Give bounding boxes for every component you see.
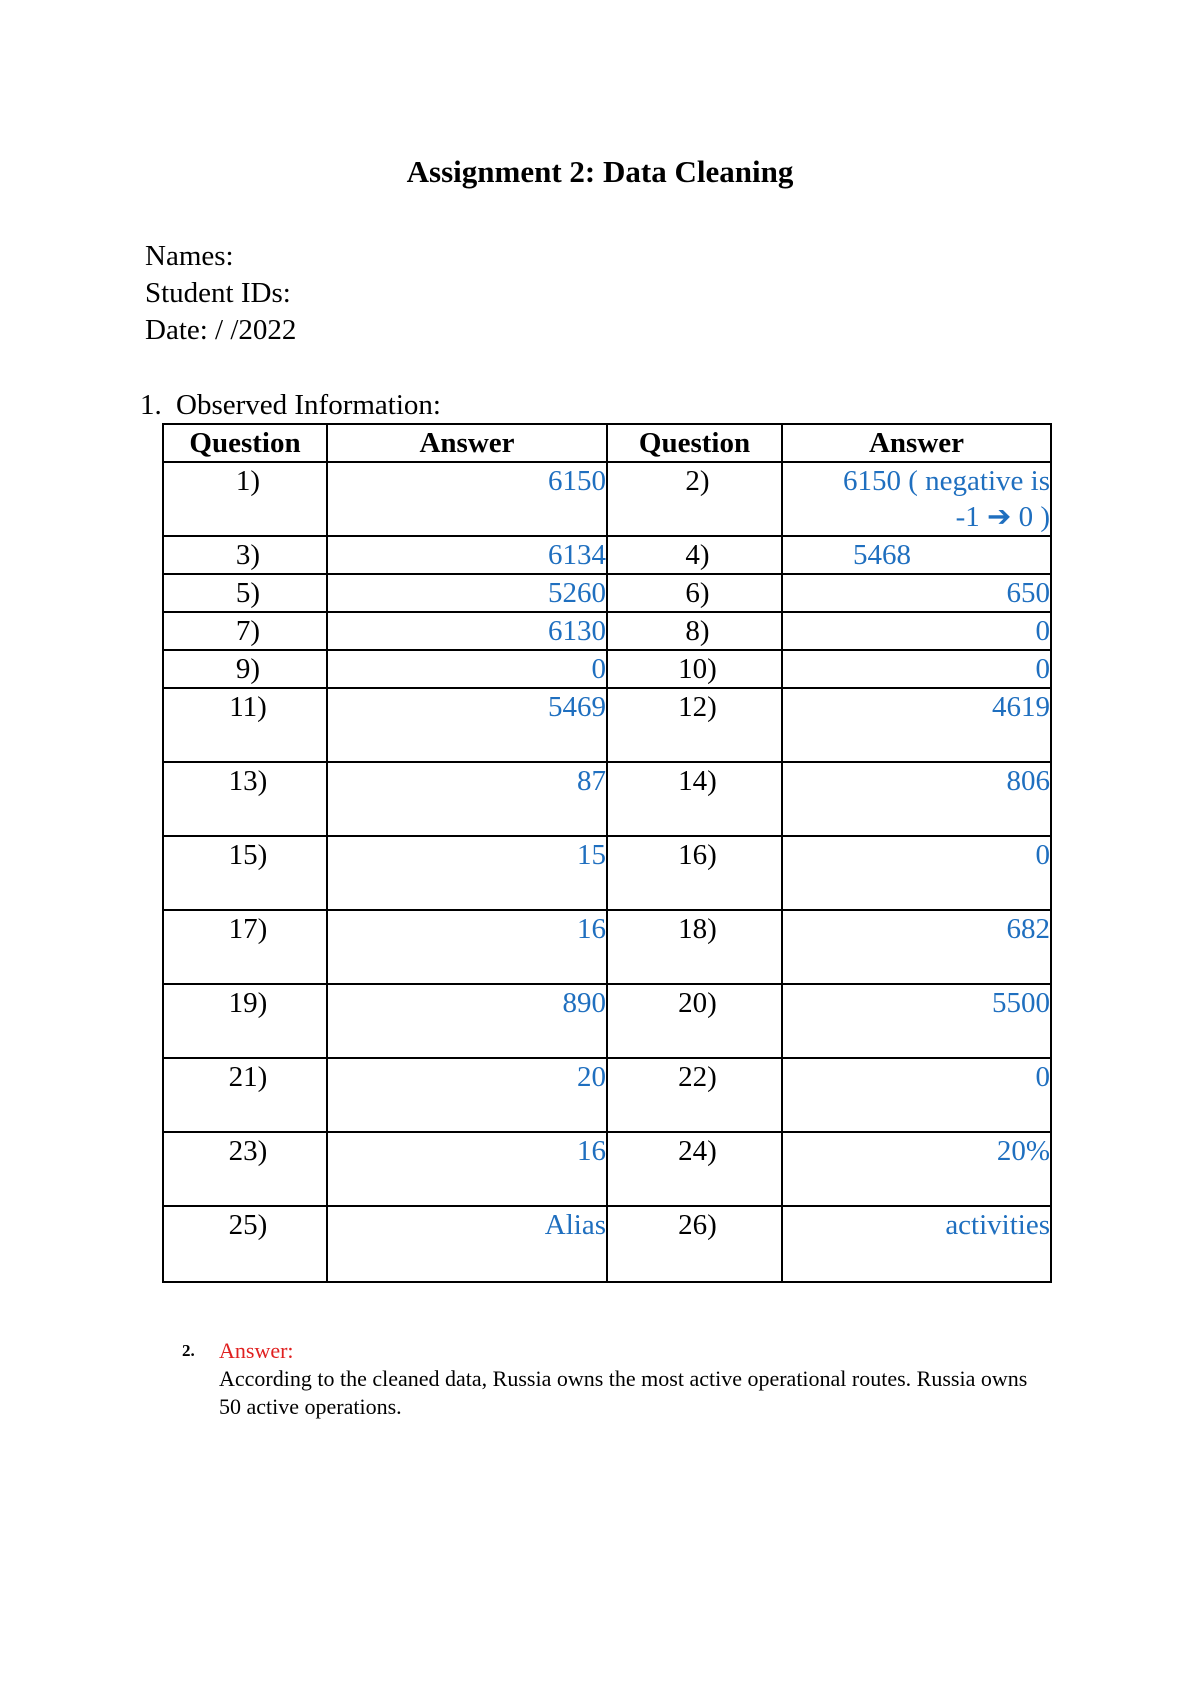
answer-cell: 16	[327, 910, 607, 984]
table-row	[163, 836, 1051, 910]
table-row	[163, 910, 1051, 984]
student-ids-line: Student IDs:	[145, 277, 291, 309]
question-label: 12)	[678, 691, 717, 723]
table-header-row	[163, 424, 1051, 462]
answer-cell: 650	[782, 574, 1051, 612]
question-number	[607, 910, 782, 984]
question-label: 20)	[678, 987, 717, 1019]
date-line: Date: / /2022	[145, 314, 297, 346]
answer-cell: 87	[327, 762, 607, 836]
answer-cell: 5500	[782, 984, 1051, 1058]
names-line: Names:	[145, 240, 234, 272]
section-2-answer-label: Answer:	[219, 1338, 294, 1363]
question-label: 5)	[235, 577, 261, 609]
answer-cell: 0	[782, 650, 1051, 688]
answer-cell: 15	[327, 836, 607, 910]
table-row	[163, 536, 1051, 574]
header-answer-1: Answer	[327, 424, 607, 462]
table-row	[163, 1058, 1051, 1132]
question-number	[607, 612, 782, 650]
table-row	[163, 1132, 1051, 1206]
question-number	[607, 836, 782, 910]
question-number	[607, 1058, 782, 1132]
question-label: 21)	[228, 1061, 268, 1093]
answer-cell: 6150	[327, 462, 607, 536]
answer-cell: 16	[327, 1132, 607, 1206]
question-label: 6)	[685, 577, 710, 609]
table-row	[163, 688, 1051, 762]
answer-line-1: 6150 ( negative is	[843, 465, 1050, 497]
section-1-heading	[140, 387, 441, 423]
question-label: 26)	[678, 1209, 717, 1241]
header-answer-2: Answer	[782, 424, 1051, 462]
answer-cell: 5468	[782, 536, 1051, 574]
question-label: 24)	[678, 1135, 717, 1167]
question-label: 13)	[228, 765, 268, 797]
question-number	[163, 910, 327, 984]
answer-cell: 806	[782, 762, 1051, 836]
answer-cell: 6130	[327, 612, 607, 650]
observed-information-table	[162, 423, 1052, 1283]
question-number	[163, 650, 327, 688]
question-label: 23)	[228, 1135, 268, 1167]
question-number	[607, 1206, 782, 1282]
question-label: 2)	[685, 465, 710, 497]
answer-cell: 20	[327, 1058, 607, 1132]
table-row	[163, 762, 1051, 836]
answer-cell: 0	[782, 1058, 1051, 1132]
section-2-number: 2.	[182, 1341, 195, 1360]
section-2-answer-text: According to the cleaned data, Russia owns the most active operational routes. Russia owns 50 active operations.	[219, 1366, 1028, 1419]
question-number	[163, 574, 327, 612]
answer-cell: 0	[782, 612, 1051, 650]
question-number	[163, 1058, 327, 1132]
question-number	[163, 688, 327, 762]
answer-cell: 5469	[327, 688, 607, 762]
table-row	[163, 650, 1051, 688]
answer-cell: 0	[782, 836, 1051, 910]
header-question-2: Question	[607, 424, 782, 462]
question-label: 11)	[229, 691, 267, 723]
answer-cell: 4619	[782, 688, 1051, 762]
question-number	[163, 536, 327, 574]
question-number	[163, 1132, 327, 1206]
question-number	[607, 462, 782, 536]
question-label: 22)	[678, 1061, 717, 1093]
question-label: 17)	[228, 913, 268, 945]
question-label: 4)	[685, 539, 710, 571]
answer-cell: activities	[782, 1206, 1051, 1282]
question-number	[607, 574, 782, 612]
question-number	[163, 762, 327, 836]
question-number	[163, 612, 327, 650]
question-number	[607, 688, 782, 762]
header-question-1: Question	[163, 424, 327, 462]
section-1-label: Observed Information:	[176, 389, 441, 421]
answer-cell: 890	[327, 984, 607, 1058]
answer-cell: 0	[327, 650, 607, 688]
question-label: 8)	[685, 615, 710, 647]
question-label: 10)	[678, 653, 717, 685]
question-label: 19)	[228, 987, 268, 1019]
answer-cell: 20%	[782, 1132, 1051, 1206]
page-title: Assignment 2: Data Cleaning	[406, 154, 794, 189]
table-row	[163, 574, 1051, 612]
question-number	[607, 650, 782, 688]
question-number	[607, 984, 782, 1058]
section-1-number: 1.	[140, 389, 162, 421]
table-row	[163, 984, 1051, 1058]
question-number	[607, 1132, 782, 1206]
answer-cell: 682	[782, 910, 1051, 984]
question-number	[607, 762, 782, 836]
question-label: 7)	[235, 615, 261, 647]
question-label: 15)	[228, 839, 268, 871]
question-label: 16)	[678, 839, 717, 871]
answer-cell: 5260	[327, 574, 607, 612]
question-number	[163, 462, 327, 536]
answer-cell	[782, 462, 1051, 536]
answer-line-2: -1 ➔ 0 )	[955, 501, 1050, 533]
question-number	[163, 984, 327, 1058]
answer-cell: 6134	[327, 536, 607, 574]
question-number	[607, 536, 782, 574]
table-row	[163, 612, 1051, 650]
question-label: 18)	[678, 913, 717, 945]
question-number	[163, 1206, 327, 1282]
table-row	[163, 462, 1051, 536]
question-label: 25)	[228, 1209, 268, 1241]
table-row	[163, 1206, 1051, 1282]
question-label: 3)	[235, 539, 261, 571]
question-number	[163, 836, 327, 910]
answer-cell: Alias	[327, 1206, 607, 1282]
question-label: 14)	[678, 765, 717, 797]
question-label: 9)	[235, 653, 261, 685]
question-label: 1)	[235, 465, 261, 497]
